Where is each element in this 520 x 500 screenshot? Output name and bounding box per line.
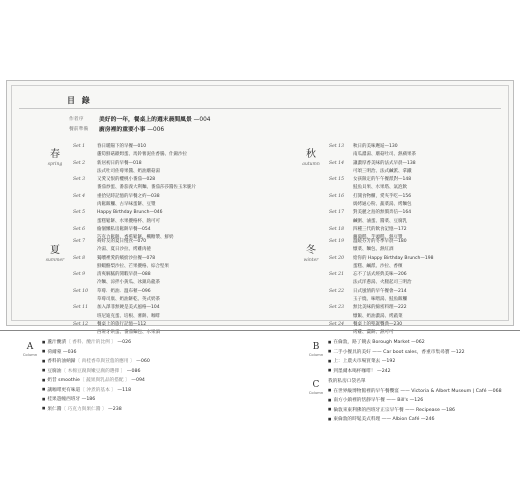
page-number: 138 xyxy=(407,160,416,166)
page-dash: — xyxy=(398,177,403,183)
toc-entry-subtitle xyxy=(329,263,433,271)
column-b-tag: B Column xyxy=(308,342,324,357)
entry-text: 草莓．奶油．溫布頓 xyxy=(97,288,138,294)
page-number: 126 xyxy=(414,398,424,403)
column-entry xyxy=(328,396,502,406)
entry-text: 蛋糕、鹹派、沙拉、香檳 xyxy=(353,263,403,269)
toc-entry-subtitle xyxy=(73,279,169,287)
autumn-list xyxy=(329,143,416,243)
page-dash: — xyxy=(380,359,387,364)
toc-entry-subtitle xyxy=(329,313,433,321)
intro-text: 廚房裡的重要小事 —006 xyxy=(99,127,165,133)
page-number: 206 xyxy=(398,272,407,278)
entry-text: 焗烤通心粉、蔬菜湯、烤麵包 xyxy=(353,202,412,208)
column-entry-text: 果仁醬 xyxy=(47,406,62,412)
entry-text: 鹹粥、滷蛋、醬菜、豆腐乳 xyxy=(353,218,407,224)
page-dash: — xyxy=(486,388,493,394)
toc-entry-subtitle xyxy=(329,296,433,304)
set-number: Set 6 xyxy=(73,226,86,232)
page-dash: — xyxy=(137,226,142,232)
entry-text: 獨嚼裡愛的繽紛沙拉餐 xyxy=(97,255,142,261)
toc-entry-subtitle xyxy=(73,168,196,176)
toc-entry xyxy=(329,271,433,279)
entry-text: 法式洋蔥湯、火腿起司三明治 xyxy=(353,280,412,286)
page-number: 156 xyxy=(402,193,412,199)
entry-text: 南瓜濃湯、蘑菇吐司、熱蘋果茶 xyxy=(353,152,416,158)
page-dash: — xyxy=(389,321,394,327)
page-number: 186 xyxy=(86,397,96,402)
set-number: Set 14 xyxy=(329,160,345,166)
page-dash: — xyxy=(375,368,382,374)
toc-entry-subtitle xyxy=(329,279,433,287)
column-entry xyxy=(42,405,150,415)
set-number: Set 16 xyxy=(329,193,345,199)
toc-entry xyxy=(73,304,169,312)
toc-entry xyxy=(329,304,433,312)
toc-entry-subtitle xyxy=(329,201,416,209)
entry-text: 蘆筍鮮菇歐姆蛋、馬鈴薯泥佐香腸、什錦沙拉 xyxy=(97,152,187,158)
page-dash: — xyxy=(133,321,138,327)
page-dash: — xyxy=(409,340,416,345)
column-a-list xyxy=(42,338,150,414)
entry-text: 清爽解膩的閒暇早晨 xyxy=(97,272,138,278)
entry-text: 蛋糕鬆餅、水果優格杯、熱可可 xyxy=(97,218,160,224)
page-number: 070 xyxy=(137,239,147,244)
intro-text: 美好的一年，餐桌上的週末晨間風景 —004 xyxy=(99,117,211,123)
column-header: 我的私房口袋名單 xyxy=(328,379,366,384)
page-dash: — xyxy=(149,210,154,216)
column-entry xyxy=(328,406,502,416)
title-divider xyxy=(19,108,501,109)
page-number: 122 xyxy=(455,349,465,355)
toc-entry xyxy=(329,143,416,151)
column-c-tag: C Column xyxy=(308,380,324,395)
page-number: 088 xyxy=(142,272,151,278)
page-dash: — xyxy=(115,340,123,345)
page-number: 180 xyxy=(398,239,407,244)
entry-text: 玉子燒、味噌湯、鮭魚飯糰 xyxy=(353,297,407,303)
set-number: Set 23 xyxy=(329,305,345,311)
column-entry-text: 二手小餐具的美好 —— Car boot sales，香重市集尋寶 xyxy=(333,349,450,355)
toc-entry xyxy=(73,143,196,151)
column-entry-text: 奶昔 smoothie xyxy=(47,378,80,383)
page-number: 192 xyxy=(386,359,396,364)
column-entry-text: 在世界級博物館裡的早午餐饗宴 —— Victoria & Albert Museum | Café xyxy=(333,388,487,394)
winter-list xyxy=(329,238,433,338)
page-number: 096 xyxy=(142,288,151,294)
page-number: 238 xyxy=(112,406,122,412)
intro-row xyxy=(69,115,210,125)
set-number: Set 21 xyxy=(329,272,345,278)
page-number: 172 xyxy=(398,226,407,232)
column-a-tag: A Column xyxy=(22,342,38,357)
toc-entry-subtitle xyxy=(73,151,196,159)
page-number: 112 xyxy=(137,321,147,327)
column-entry-text: 到墨爾本喝杯咖啡！ xyxy=(333,368,376,374)
column-entry-subtitle: 〔 蔬果與乳品的搭配 〕 xyxy=(79,378,130,383)
column-entry xyxy=(328,357,465,367)
entry-text: 草莓司康、奶油餅乾、英式奶茶 xyxy=(97,297,160,303)
page-number: 148 xyxy=(402,177,412,183)
season-autumn: 秋 autumn xyxy=(302,149,320,167)
page-dash: — xyxy=(134,359,141,364)
entry-text: 餐桌上的聖誕饗典 xyxy=(353,321,389,327)
entry-text: 蘿蔔糕、芋頭糕、熱豆漿 xyxy=(353,235,403,241)
entry-text: 番茄炒蛋、番茄義大利麵、番茄莎莎醬佐玉米脆片 xyxy=(97,185,196,191)
column-entry-subtitle: 〔 沖煮的基本 〕 xyxy=(80,387,116,393)
page-dash: — xyxy=(393,272,398,278)
intro-row xyxy=(69,125,210,135)
column-entry-text: 蘆汁醃漬 xyxy=(47,340,67,345)
set-number: Set 13 xyxy=(329,144,345,149)
page-dash: — xyxy=(115,387,123,393)
set-number: Set 9 xyxy=(73,272,86,278)
entry-text: 日式風情的早午餐會 xyxy=(353,288,394,294)
column-entry xyxy=(42,367,150,377)
page-dash: — xyxy=(393,239,398,244)
toc-frame xyxy=(6,80,514,336)
entry-text: Happy Birthday Brunch xyxy=(97,210,150,216)
page-dash: — xyxy=(419,417,426,422)
column-entry xyxy=(328,367,465,377)
toc-entry xyxy=(73,193,196,201)
entry-text: 鮭魚貝果、水果塔、氣泡飲 xyxy=(353,185,407,191)
intro-label: 餐前準備 xyxy=(69,127,89,132)
page-number: 054 xyxy=(142,226,151,232)
toc-entry xyxy=(329,176,416,184)
toc-entry-subtitle xyxy=(73,218,196,226)
page-dash: — xyxy=(393,226,398,232)
page-number: 130 xyxy=(389,144,398,149)
entry-text: 班尼迪克蛋、培根、薯餅、咖啡 xyxy=(97,313,160,319)
page-dash: — xyxy=(137,288,142,294)
intro-label: 作者序 xyxy=(69,117,84,122)
page-number: 018 xyxy=(133,160,142,166)
toc-entry-subtitle xyxy=(73,184,196,192)
set-number: Set 18 xyxy=(329,226,345,232)
entry-text: 女孩限定的午午餐派對 xyxy=(353,177,398,183)
page-dash: — xyxy=(393,305,398,311)
toc-entry-subtitle xyxy=(329,151,416,159)
set-number: Set 12 xyxy=(73,321,89,327)
page-dash: — xyxy=(106,406,113,412)
page-dash: — xyxy=(80,397,87,402)
column-entry-text: 倫敦來東利佛的西班牙正宗早午餐 —— Recipease xyxy=(333,407,440,413)
toc-entry xyxy=(329,209,416,217)
page-dash: — xyxy=(142,177,147,183)
set-number: Set 4 xyxy=(73,193,86,199)
entry-text: 溫暖芬芳的冬季早晨 xyxy=(353,239,394,244)
page-dash: — xyxy=(420,255,425,261)
entry-text: 無比美味的綿密料理 xyxy=(353,305,394,311)
column-entry-text: 香料的油納歸 xyxy=(47,359,76,364)
entry-text: 燉菜、麵包、熱紅酒 xyxy=(353,247,394,253)
page-number: 094 xyxy=(135,378,145,383)
column-entry-subtitle: 〔 木棉豆腐與嫩豆腐的選擇 〕 xyxy=(61,368,126,374)
season-summer: 夏 summer xyxy=(45,245,65,263)
set-number: Set 20 xyxy=(329,255,345,261)
page-number: 118 xyxy=(122,387,132,393)
entry-text: 又愛又恨的櫻桃小番茄 xyxy=(97,177,142,183)
page-number: 198 xyxy=(424,255,434,261)
set-number: Set 15 xyxy=(329,177,345,183)
toc-entry xyxy=(329,288,433,296)
page-number: 086 xyxy=(131,368,141,374)
page-number: 242 xyxy=(381,368,391,374)
entry-text: 打開食物櫃，愛夾乎吃 xyxy=(353,193,398,199)
page-number: 038 xyxy=(151,193,160,199)
set-number: Set 1 xyxy=(73,144,86,149)
column-entry-subtitle: 〔 巧克力與果仁醬 〕 xyxy=(61,406,107,412)
set-number: Set 11 xyxy=(73,305,89,311)
intro-list xyxy=(69,115,210,135)
set-number: Set 5 xyxy=(73,210,86,216)
entry-text: 冷湯、夏日沙拉、烤雞肉捲 xyxy=(97,247,151,253)
set-number: Set 17 xyxy=(329,210,345,216)
season-spring: 春 spring xyxy=(47,149,63,167)
entry-text: 忘不了法式經典美味 xyxy=(353,272,394,278)
column-entry-text: 在倫敦，路了競去 Borough Market xyxy=(333,340,410,345)
page-number: 060 xyxy=(140,359,150,364)
entry-text: 燉飯、奶油濃湯、烤蔬菜 xyxy=(353,313,403,319)
toc-entry xyxy=(329,160,416,168)
page-dash: — xyxy=(133,144,138,149)
column-entry xyxy=(42,376,150,386)
spring-list xyxy=(73,143,196,243)
entry-text: 給你的 Happy Birthday Brunch xyxy=(353,255,421,261)
entry-text: 鮮蝦酪梨沙拉、芒果優格、綜合堅果 xyxy=(97,263,169,269)
page-number: 164 xyxy=(402,210,412,216)
entry-text: 西班牙烘蛋、番茄麵包、水果酒 xyxy=(97,330,160,336)
toc-entry-subtitle xyxy=(329,168,416,176)
page-number: 246 xyxy=(425,417,435,422)
column-entry xyxy=(328,415,502,425)
column-entry xyxy=(42,357,150,367)
toc-title: 目 錄 xyxy=(67,96,92,105)
page-dash: — xyxy=(398,193,403,199)
page-dash: — xyxy=(137,272,142,278)
toc-entry xyxy=(73,209,196,217)
set-number: Set 8 xyxy=(73,255,86,261)
set-number: Set 24 xyxy=(329,321,345,327)
entry-text: 讓濃厚香美味的法式早晨 xyxy=(353,160,403,166)
page-number: 078 xyxy=(146,255,156,261)
page-number: 062 xyxy=(415,340,425,345)
page-dash: — xyxy=(142,255,147,261)
column-entry-text: 東倫敦的時髦美式料理 —— Albion Café xyxy=(333,417,420,422)
page-dash: — xyxy=(129,378,136,383)
page-dash: — xyxy=(384,144,389,149)
column-entry-subtitle: 〔 肉桂香草與荳蔻的應用 〕 xyxy=(75,359,135,364)
set-number: Set 22 xyxy=(329,288,345,294)
toc-entry-subtitle xyxy=(329,218,416,226)
toc-entry xyxy=(73,160,196,168)
page-dash: — xyxy=(398,210,403,216)
page-dash: — xyxy=(61,349,68,355)
toc-entry xyxy=(73,226,196,234)
entry-text: 法式吐司佐莓果醬、奶油蘑菇湯 xyxy=(97,168,160,174)
column-entry xyxy=(328,348,465,358)
entry-text: 餐桌上的旅行記憶 xyxy=(97,321,133,327)
toc-entry xyxy=(329,321,433,329)
page-number: 222 xyxy=(398,305,407,311)
section-divider xyxy=(0,330,520,331)
entry-text: 偷個懶私房鬆餅早餐 xyxy=(97,226,138,232)
entry-text: 肉鬆飯糰、古早味蛋餅、豆漿 xyxy=(97,202,156,208)
page-number: 010 xyxy=(137,144,147,149)
entry-text: 四種三代的飲食記憶 xyxy=(353,226,394,232)
column-c-list xyxy=(328,378,502,425)
toc-entry xyxy=(329,226,416,234)
page-number: 046 xyxy=(153,210,163,216)
entry-text: 春日暖陽下的早餐 xyxy=(97,144,133,149)
column-entry-subtitle: 〔 香料、醃汁的比例 〕 xyxy=(66,340,116,345)
page-dash: — xyxy=(146,193,151,199)
page-dash: — xyxy=(402,160,407,166)
page-dash: — xyxy=(125,368,132,374)
page-number: 186 xyxy=(446,407,455,413)
page-dash: — xyxy=(408,398,415,403)
column-entry xyxy=(328,338,465,348)
entry-text: 對美麗之島的無價奔信 xyxy=(353,210,398,216)
page-number: 104 xyxy=(151,305,160,311)
column-entry-text: 南方小鎮裡的恬靜早午餐 —— Bill's xyxy=(333,398,409,403)
column-entry xyxy=(42,348,150,358)
column-entry-text: 桂果遊幢西班牙 xyxy=(47,397,81,402)
set-number: Set 19 xyxy=(329,239,345,244)
toc-entry xyxy=(73,271,169,279)
page-dash: — xyxy=(146,305,151,311)
entry-text: 新居初日的早餐 xyxy=(97,160,129,166)
page-dash: — xyxy=(133,239,138,244)
entry-text: 秋日的美味邂逅 xyxy=(353,144,385,149)
entry-text: 重拾兒時記憶的早餐之約 xyxy=(97,193,147,199)
column-entry-text: 讓咖啡更有味道 xyxy=(47,387,81,393)
page-number: 026 xyxy=(122,340,132,345)
toc-entry-subtitle xyxy=(73,201,196,209)
toc-entry-subtitle xyxy=(73,313,169,321)
column-entry-text: 豆腐油 xyxy=(47,368,62,374)
column-entry-text: 荷爾蒙 xyxy=(47,349,62,355)
season-winter: 冬 winter xyxy=(303,245,319,263)
toc-entry xyxy=(329,238,433,246)
set-number: Set 2 xyxy=(73,160,86,166)
toc-entry-subtitle xyxy=(73,263,169,271)
toc-entry-subtitle xyxy=(329,246,433,254)
page-dash: — xyxy=(393,288,398,294)
page-number: 214 xyxy=(398,288,407,294)
toc-entry-subtitle xyxy=(329,184,416,192)
column-entry xyxy=(42,338,150,348)
toc-entry-subtitle xyxy=(73,246,169,254)
toc-entry xyxy=(73,255,169,263)
entry-text: 冷麵、涼拌小黃瓜、冰鎮烏龍茶 xyxy=(97,280,160,286)
page-number: 068 xyxy=(492,388,502,394)
column-b-list xyxy=(328,338,465,376)
column-entry xyxy=(328,387,502,397)
toc-entry xyxy=(73,238,169,246)
toc-entry xyxy=(73,176,196,184)
page-dash: — xyxy=(128,160,133,166)
page-number: 028 xyxy=(146,177,156,183)
summer-list xyxy=(73,238,169,338)
toc-entry-subtitle xyxy=(73,296,169,304)
page-number: 036 xyxy=(67,349,77,355)
entry-text: 可頌三明治、法式鹹派、拿鐵 xyxy=(353,168,412,174)
entry-text: 夠好友的夏日慢食 xyxy=(97,239,133,244)
set-number: Set 7 xyxy=(73,239,86,244)
set-number: Set 10 xyxy=(73,288,89,294)
page-dash: — xyxy=(439,407,447,413)
entry-text: 巧克力鬆餅、香蕉鬆餅、楓糖漿、鮮奶 xyxy=(97,235,174,241)
toc-entry xyxy=(329,193,416,201)
column-entry xyxy=(42,395,150,405)
entry-text: 加入澤菲無硬是美式風格 xyxy=(97,305,147,311)
page-number: 230 xyxy=(393,321,403,327)
toc-entry xyxy=(73,321,169,329)
set-number: Set 3 xyxy=(73,177,86,183)
column-entry xyxy=(42,386,150,396)
toc-entry xyxy=(329,255,433,263)
toc-entry xyxy=(73,288,169,296)
column-entry-text: 上：上農夫市場買菜去 xyxy=(333,359,381,364)
entry-text: 烤雞、薑餅、熱可可 xyxy=(353,330,394,336)
page-dash: — xyxy=(449,349,456,355)
